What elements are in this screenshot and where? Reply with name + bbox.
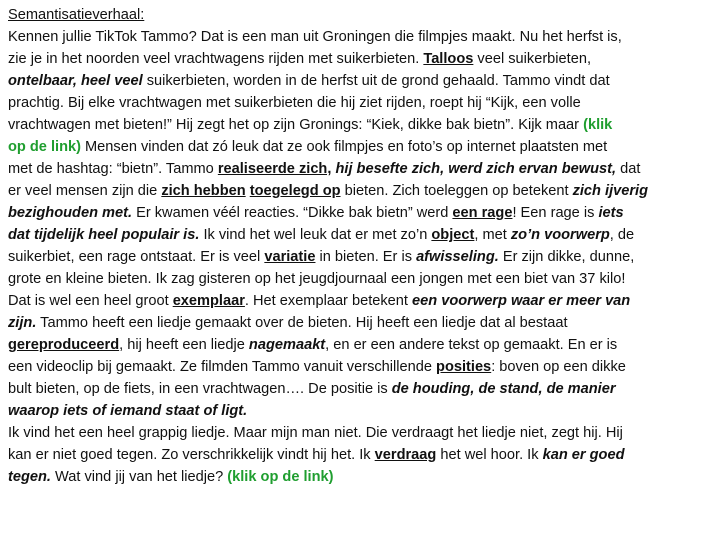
key-term: posities <box>436 359 492 375</box>
text-line <box>8 114 714 136</box>
term-definition: afwisseling. <box>416 249 499 265</box>
text-line <box>8 290 714 312</box>
text-line <box>8 246 714 268</box>
key-term: zich hebben <box>161 183 246 199</box>
text-line <box>8 158 714 180</box>
text-segment: , de <box>609 227 635 243</box>
text-line <box>8 466 714 488</box>
text-segment: Ik vind het een heel grappig liedje. Maar mijn man niet. Die verdraagt het liedje niet, zegt hij. Hij <box>8 425 623 441</box>
text-segment: er veel mensen zijn die <box>8 183 162 199</box>
text-segment: kan er niet goed tegen. Zo verschrikkelijk vindt hij het. Ik <box>8 447 375 463</box>
key-term: toegelegd op <box>249 183 341 199</box>
text-line <box>8 136 714 158</box>
text-segment: in bieten. Er is <box>315 249 417 265</box>
key-term: verdraag <box>374 447 437 463</box>
text-segment: Wat vind jij van het liedje? <box>50 469 228 485</box>
text-segment: het wel hoor. Ik <box>436 447 543 463</box>
text-line <box>8 92 714 114</box>
key-term: een rage <box>452 205 513 221</box>
text-segment: zie je in het noorden veel vrachtwagens rijden met suikerbieten. <box>8 51 424 67</box>
key-term: realiseerde zich, <box>217 161 332 177</box>
text-segment: Dat is wel een heel groot <box>8 293 173 309</box>
text-segment: Tammo heeft een liedje gemaakt over de bieten. Hij heeft een liedje dat al bestaat <box>36 315 568 331</box>
text-segment: , met <box>474 227 511 243</box>
term-definition: waarop iets of iemand staat of ligt. <box>8 403 248 419</box>
text-line <box>8 224 714 246</box>
text-segment: Mensen vinden dat zó leuk dat ze ook filmpjes en foto’s op internet plaatsten met <box>80 139 608 155</box>
text-line <box>8 48 714 70</box>
key-term: exemplaar <box>172 293 245 309</box>
text-line <box>8 334 714 356</box>
term-definition: zijn. <box>8 315 37 331</box>
text-segment: veel suikerbieten, <box>473 51 592 67</box>
text-line <box>8 70 714 92</box>
key-term: Talloos <box>423 51 474 67</box>
text-segment: Er zijn dikke, dunne, <box>498 249 635 265</box>
text-segment: : boven op een dikke <box>491 359 626 375</box>
text-segment: , hij heeft een liedje <box>119 337 249 353</box>
text-line <box>8 444 714 466</box>
video-link[interactable]: (klik <box>583 117 613 133</box>
text-segment: bult bieten, op de fiets, in een vrachtwagen…. De positie is <box>8 381 392 397</box>
key-term: variatie <box>264 249 316 265</box>
text-segment: prachtig. Bij elke vrachtwagen met suikerbieten die hij ziet rijden, roept hij “Kijk, een volle <box>8 95 581 111</box>
text-line <box>8 422 714 444</box>
video-link[interactable]: op de link) <box>8 139 81 155</box>
text-line <box>8 312 714 334</box>
text-line <box>8 202 714 224</box>
text-segment: suikerbiet, een rage ontstaat. Er is veel <box>8 249 265 265</box>
text-line <box>8 26 714 48</box>
text-segment: ! Een rage is <box>512 205 599 221</box>
text-segment: grote en kleine bieten. Ik zag gisteren op het jeugdjournaal een jongen met een biet van 37 kilo! <box>8 271 626 287</box>
term-definition: iets <box>598 205 624 221</box>
text-line <box>8 400 714 422</box>
term-definition: hij besefte zich, werd zich ervan bewust, <box>335 161 617 177</box>
text-segment: Er kwamen véél reacties. “Dikke bak bietn” werd <box>132 205 453 221</box>
term-definition: zich ijverig <box>572 183 649 199</box>
term-definition: ontelbaar, heel veel <box>8 73 143 89</box>
text-line <box>8 180 714 202</box>
term-definition: nagemaakt <box>248 337 326 353</box>
story-text <box>8 26 714 488</box>
term-definition: tegen. <box>8 469 51 485</box>
video-link[interactable]: (klik op de link) <box>227 469 334 485</box>
key-term: object <box>431 227 475 243</box>
text-segment: met de hashtag: “bietn”. Tammo <box>8 161 218 177</box>
text-segment: Ik vind het wel leuk dat er met zo’n <box>199 227 432 243</box>
text-segment: vrachtwagen met bieten!” Hij zegt het op zijn Gronings: “Kiek, dikke bak bietn”. Kijk maar <box>8 117 584 133</box>
term-definition: zo’n voorwerp <box>510 227 610 243</box>
text-segment: suikerbieten, worden in de herfst uit de grond gehaald. Tammo vindt dat <box>142 73 610 89</box>
text-line <box>8 268 714 290</box>
text-segment: . Het exemplaar betekent <box>244 293 413 309</box>
term-definition: een voorwerp waar er meer van <box>412 293 631 309</box>
text-line <box>8 356 714 378</box>
term-definition: kan er goed <box>542 447 625 463</box>
key-term: gereproduceerd <box>8 337 120 353</box>
text-segment: dat <box>616 161 641 177</box>
term-definition: de houding, de stand, de manier <box>391 381 616 397</box>
document-title: Semantisatieverhaal: <box>8 7 145 23</box>
story-document <box>8 4 714 488</box>
term-definition: dat tijdelijk heel populair is. <box>8 227 200 243</box>
text-line <box>8 378 714 400</box>
text-segment: , en er een andere tekst op gemaakt. En er is <box>325 337 618 353</box>
term-definition: bezighouden met. <box>8 205 133 221</box>
text-segment: bieten. Zich toeleggen op betekent <box>340 183 573 199</box>
text-segment: Kennen jullie TikTok Tammo? Dat is een man uit Groningen die filmpjes maakt. Nu het herfst is, <box>8 29 622 45</box>
text-segment: een videoclip bij gemaakt. Ze filmden Tammo vanuit verschillende <box>8 359 437 375</box>
